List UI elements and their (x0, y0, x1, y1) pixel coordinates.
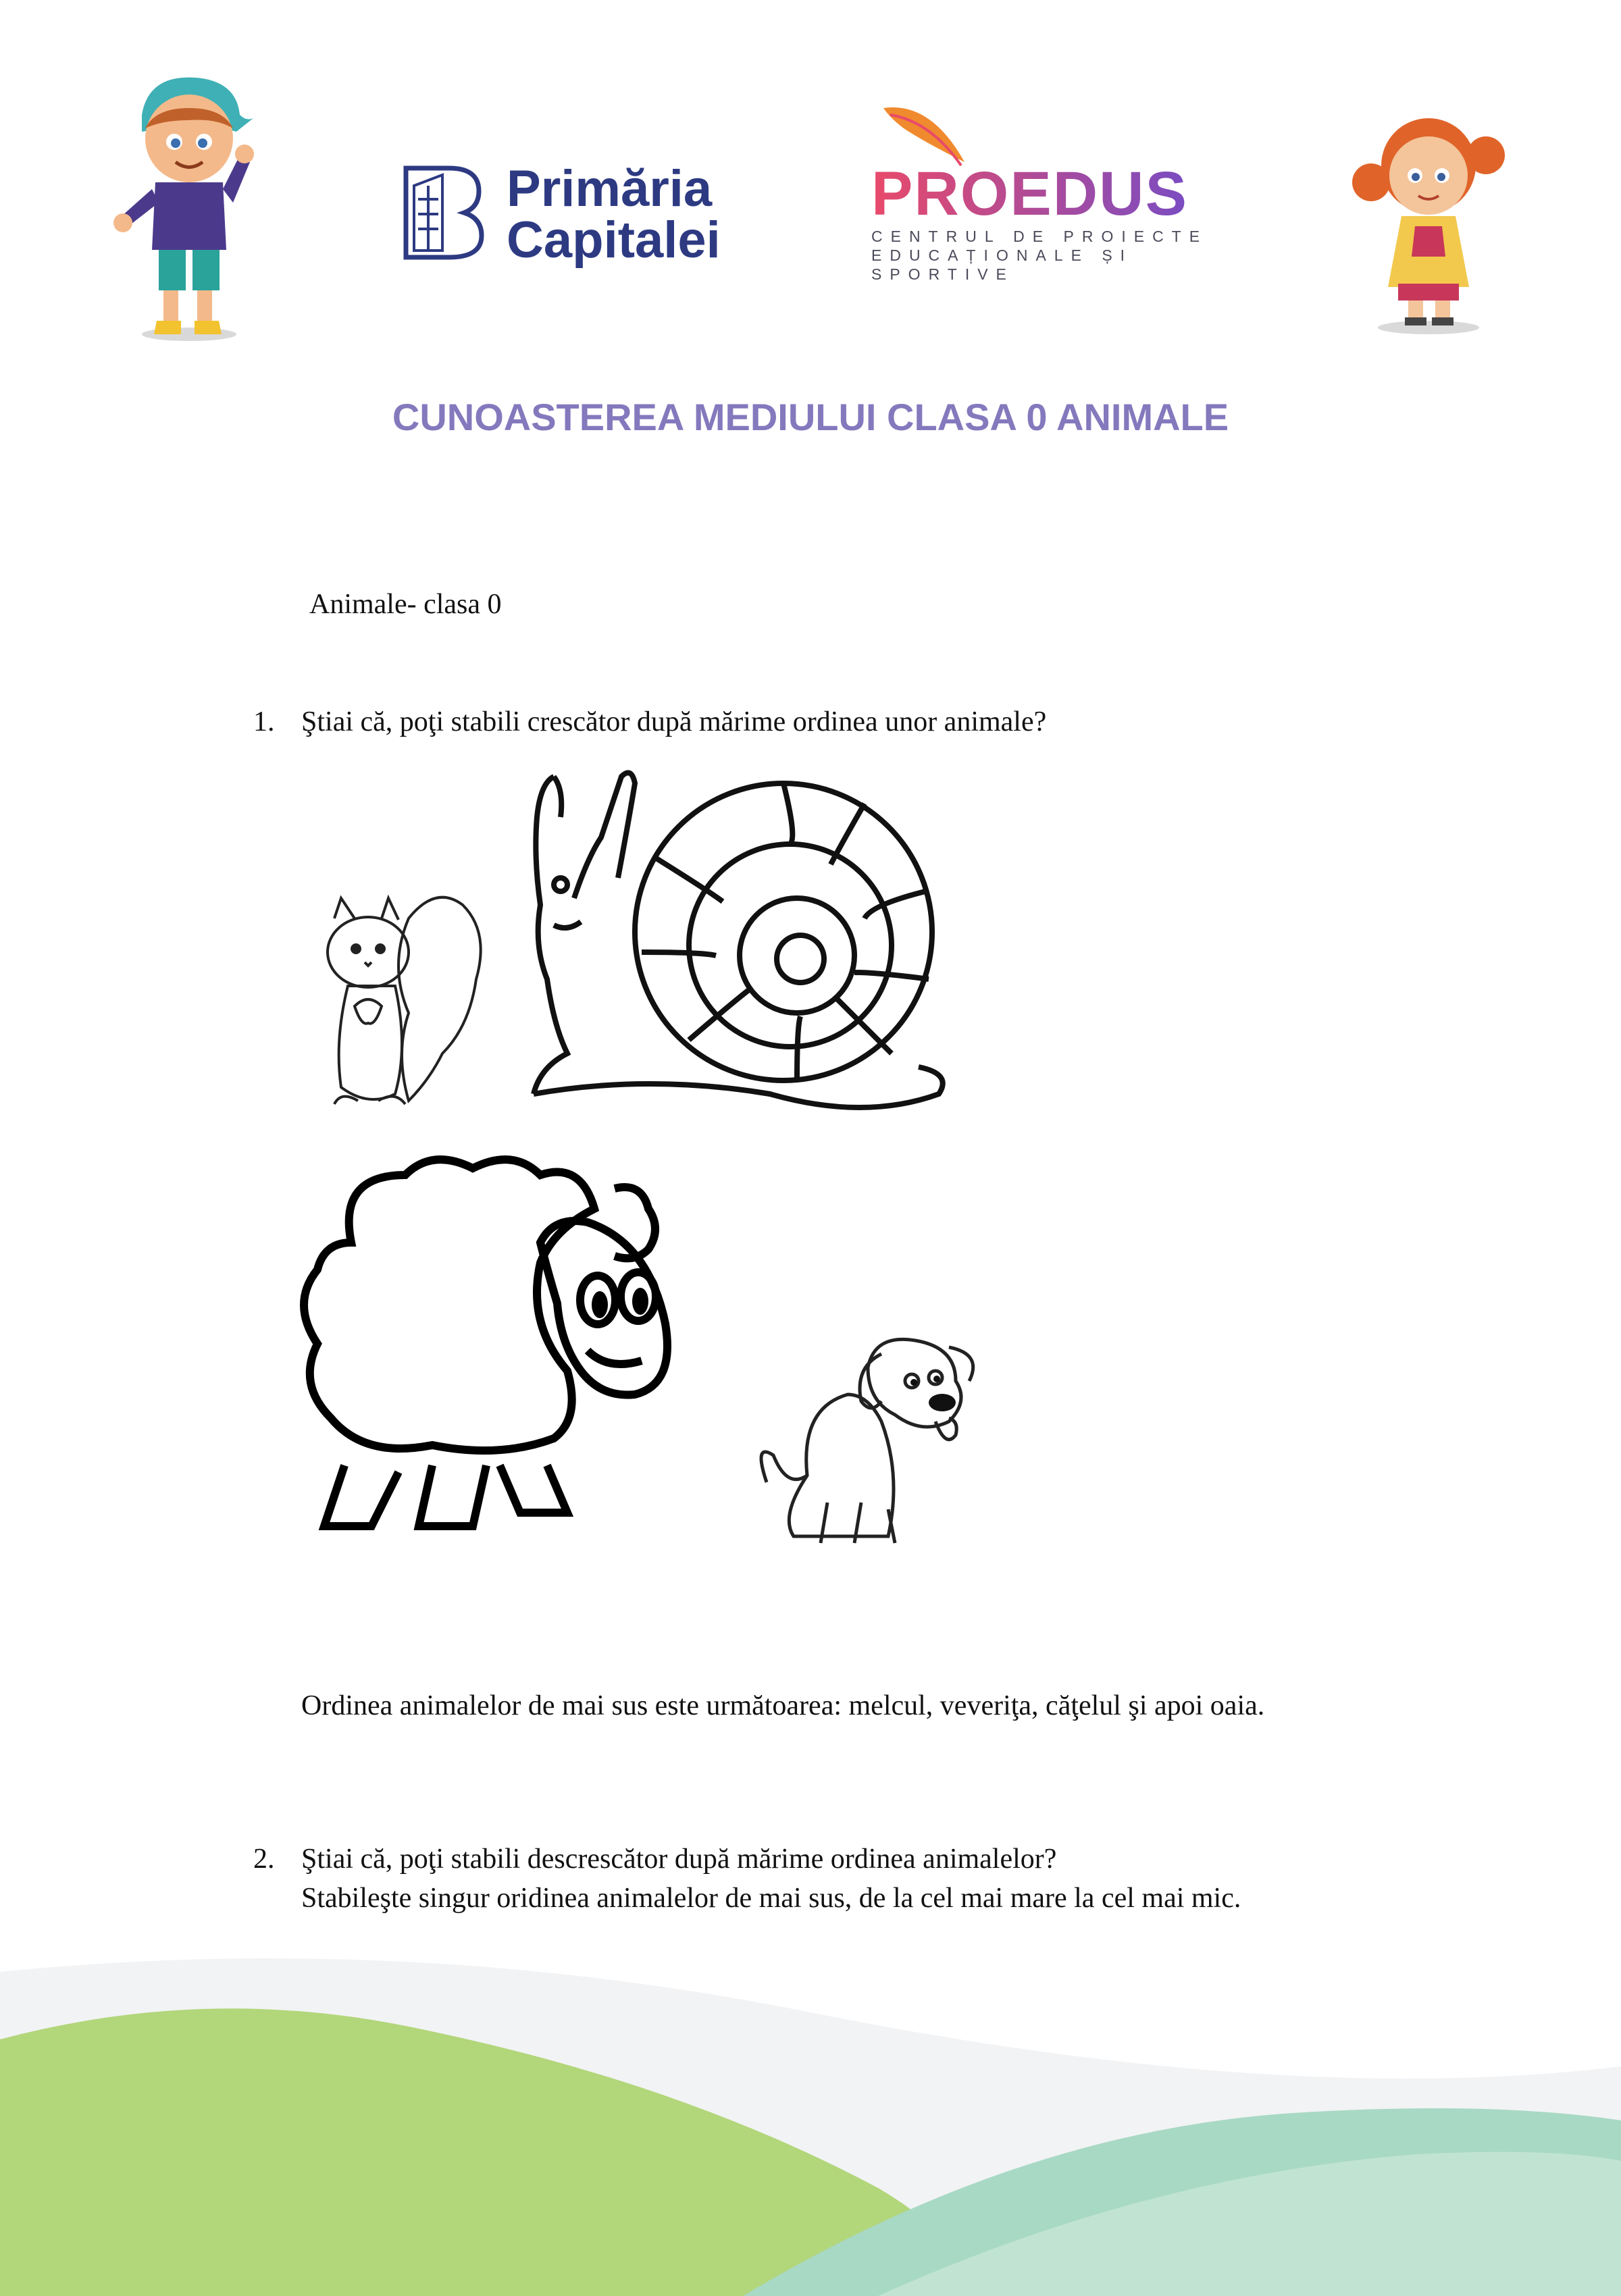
question-2-text: Ştiai că, poţi stabili descrescător după mărime ordinea animalelor? (301, 1844, 1057, 1875)
question-1-text: Ştiai că, poţi stabili crescător după mărime ordinea unor animale? (301, 706, 1047, 737)
proedus-title: PROEDUS (871, 159, 1188, 228)
question-2-text-line2: Stabileşte singur oridinea animalelor de mai sus, de la cel mai mare la cel mai mic. (301, 1883, 1241, 1914)
girl-mascot-illustration (1351, 101, 1506, 338)
boy-mascot-illustration (101, 68, 257, 351)
worksheet-subtitle: Animale- clasa 0 (309, 589, 502, 620)
question-1-number: 1. (253, 706, 275, 737)
page-title: CUNOASTEREA MEDIULUI CLASA 0 ANIMALE (392, 396, 1229, 438)
proedus-subtitle-line1: CENTRUL DE PROIECTE (871, 228, 1208, 245)
primaria-logo-line1: Primăria (507, 160, 713, 217)
question-2-number: 2. (253, 1844, 275, 1875)
primaria-logo-line2: Capitalei (507, 211, 721, 269)
snail-illustration (513, 756, 959, 1121)
answer-text: Ordinea animalelor de mai sus este următoarea: melcul, veveriţa, căţelul şi apoi oaia. (301, 1690, 1265, 1721)
primaria-emblem-icon (402, 165, 483, 260)
squirrel-illustration (307, 878, 490, 1141)
proedus-subtitle-line2: EDUCAȚIONALE ȘI SPORTIVE (871, 246, 1133, 283)
proedus-logo (871, 101, 1209, 283)
dog-illustration (753, 1327, 1017, 1570)
primaria-capitalei-logo (402, 160, 733, 269)
decorative-footer-waves (0, 1931, 1621, 2296)
sheep-illustration (297, 1148, 770, 1567)
